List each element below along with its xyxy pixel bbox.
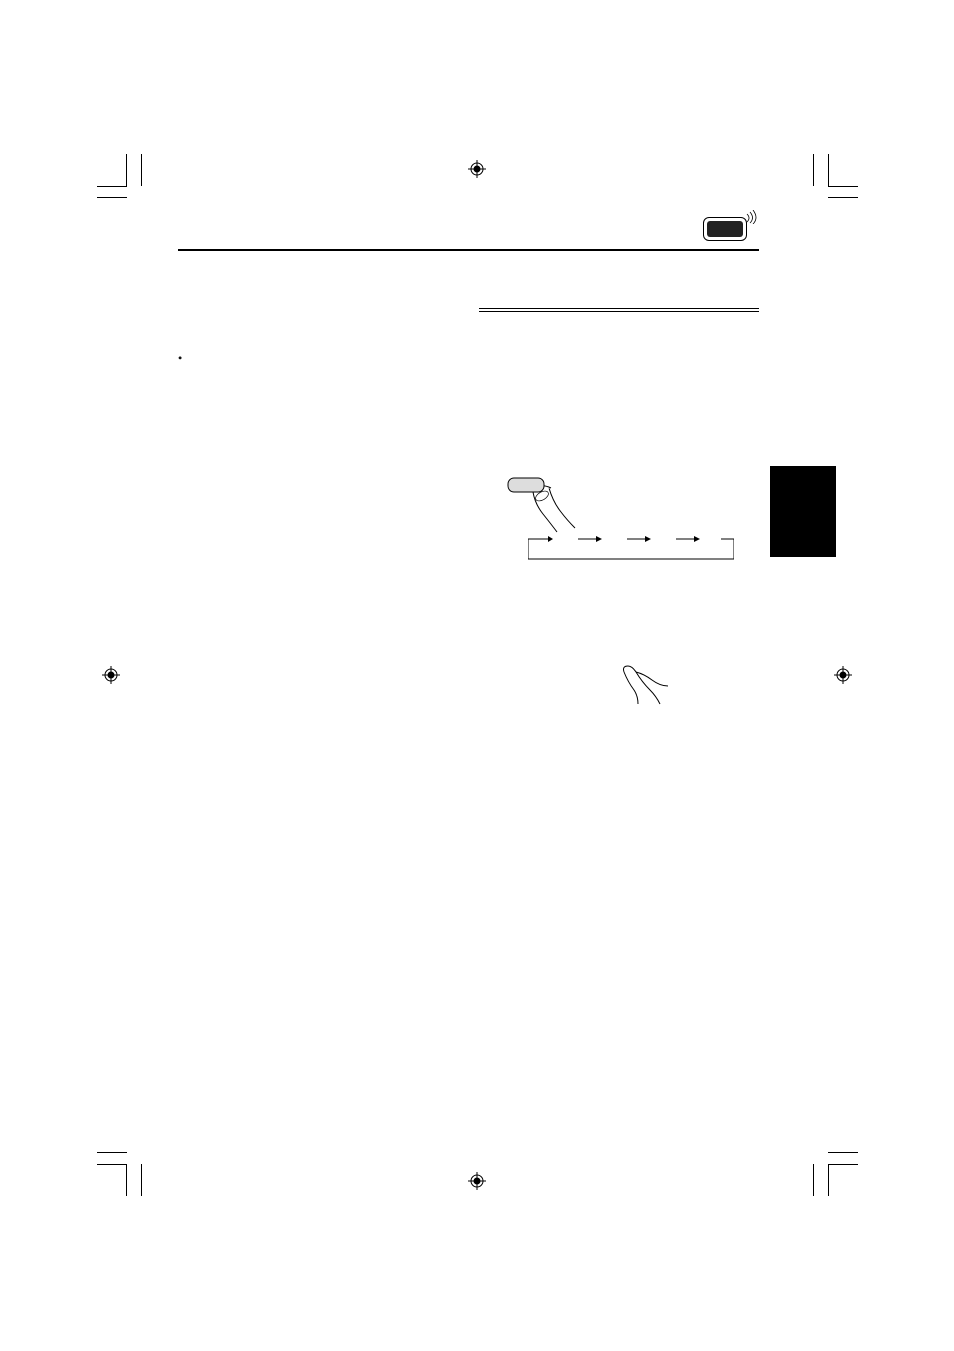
remark-text (479, 749, 759, 767)
registration-mark-icon (468, 160, 486, 178)
preset-buttons-illustration (508, 628, 753, 708)
fm-am-badge (703, 217, 747, 241)
band-cycle-loop (528, 530, 734, 560)
language-side-tab (770, 466, 836, 557)
signal-waves-icon (745, 210, 761, 224)
fm-am-button-press-illustration (505, 474, 580, 534)
header-rule (178, 249, 759, 251)
title-underline (479, 308, 759, 309)
registration-mark-icon (468, 1172, 486, 1190)
band-cycle-diagram (528, 530, 734, 560)
registration-mark-icon (834, 666, 852, 684)
finger-press-icon (620, 664, 670, 706)
registration-mark-icon (102, 666, 120, 684)
title-underline (479, 311, 759, 312)
